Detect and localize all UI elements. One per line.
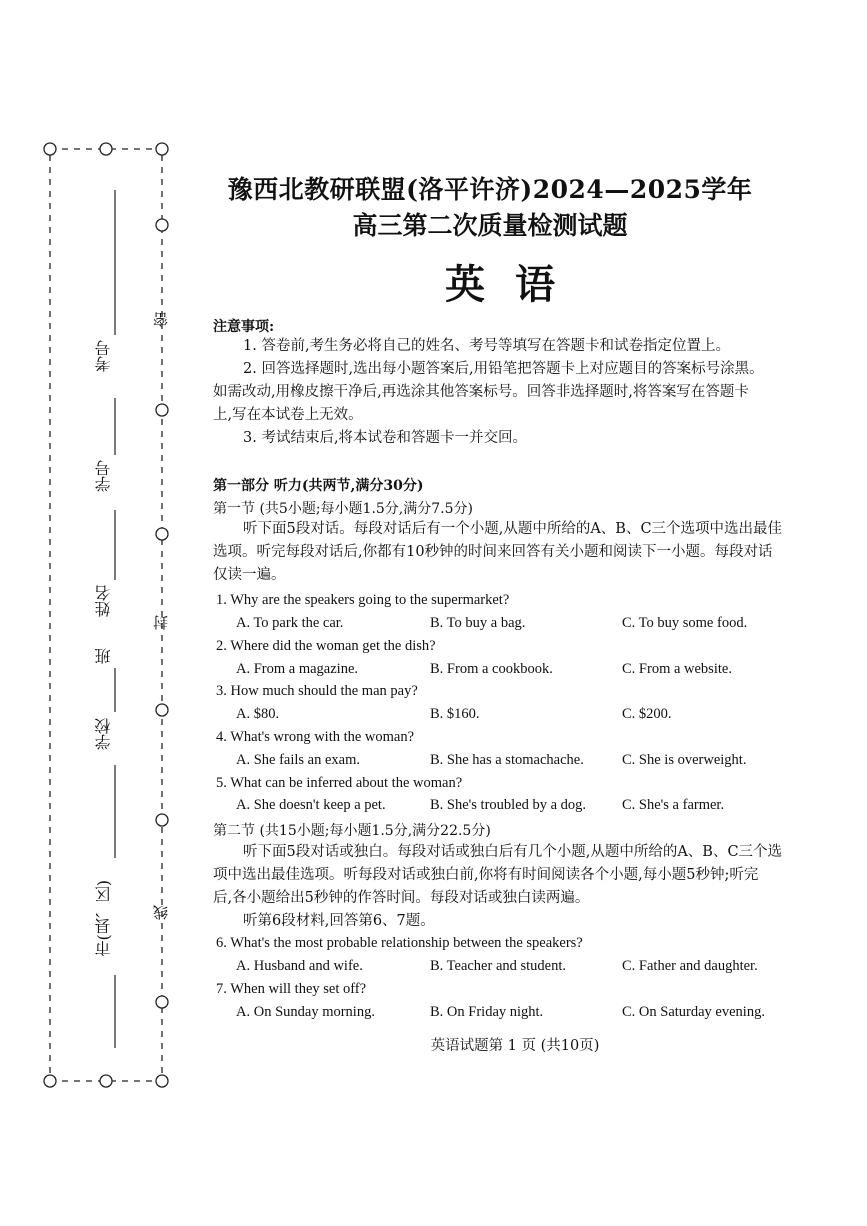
seal-char-feng: 封 <box>152 615 170 630</box>
question-4: 4. What's wrong with the woman? <box>216 729 415 745</box>
notice-item-2-cont: 如需改动,用橡皮擦干净后,再选涂其他答案标号。回答非选择题时,将答案写在答题卡 <box>213 384 749 400</box>
district-label: 市(县、区) <box>94 880 113 957</box>
exam-number-label: 考号 <box>94 340 113 372</box>
section2-instr-2: 项中选出最佳选项。听每段对话或独白前,你将有时间阅读各个小题,每小题5秒钟;听完 <box>213 867 759 883</box>
notice-heading: 注意事项: <box>213 319 275 335</box>
notice-item-2: 2. 回答选择题时,选出每小题答案后,用铅笔把答题卡上对应题目的答案标号涂黑。 <box>243 361 764 377</box>
q4-option-a: A. She fails an exam. <box>236 752 361 768</box>
q5-option-c: C. She's a farmer. <box>622 797 725 813</box>
seal-char-xian: 线 <box>152 905 170 920</box>
q3-option-c: C. $200. <box>622 706 672 722</box>
q5-option-b: B. She's troubled by a dog. <box>430 797 587 813</box>
section1-instr-2: 选项。听完每段对话后,你都有10秒钟的时间来回答有关小题和阅读下一小题。每段对话 <box>213 544 773 560</box>
question-3: 3. How much should the man pay? <box>216 683 418 699</box>
student-id-label: 学号 <box>94 460 113 492</box>
notice-item-2-cont2: 上,写在本试卷上无效。 <box>213 407 363 423</box>
q2-option-b: B. From a cookbook. <box>430 661 553 677</box>
q3-option-b: B. $160. <box>430 706 480 722</box>
class-label: 班 <box>94 648 113 664</box>
section2-heading: 第二节 (共15小题;每小题1.5分,满分22.5分) <box>213 823 491 839</box>
q4-option-b: B. She has a stomachache. <box>430 752 584 768</box>
section1-instr-3: 仅读一遍。 <box>213 567 286 583</box>
notice-item-1: 1. 答卷前,考生务必将自己的姓名、考号等填写在答题卡和试卷指定位置上。 <box>243 338 731 354</box>
exam-subtitle: 高三第二次质量检测试题 <box>352 211 628 240</box>
seal-char-mi: 密 <box>152 312 170 327</box>
q4-option-c: C. She is overweight. <box>622 752 747 768</box>
question-5: 5. What can be inferred about the woman? <box>216 775 463 791</box>
subject-title: 英语 <box>445 261 585 308</box>
q7-option-a: A. On Sunday morning. <box>236 1004 375 1020</box>
section2-instr-1: 听下面5段对话或独白。每段对话或独白后有几个小题,从题中所给的A、B、C三个选 <box>243 844 783 860</box>
q2-option-c: C. From a website. <box>622 661 732 677</box>
q7-option-b: B. On Friday night. <box>430 1004 544 1020</box>
name-label: 姓名 <box>94 585 113 617</box>
q5-option-a: A. She doesn't keep a pet. <box>236 797 386 813</box>
q2-option-a: A. From a magazine. <box>236 661 359 677</box>
material-note: 听第6段材料,回答第6、7题。 <box>243 913 435 929</box>
q1-option-b: B. To buy a bag. <box>430 615 526 631</box>
question-7: 7. When will they set off? <box>216 981 367 997</box>
section1-heading: 第一节 (共5小题;每小题1.5分,满分7.5分) <box>213 501 473 517</box>
section2-instr-3: 后,各小题给出5秒钟的作答时间。每段对话或独白读两遍。 <box>213 890 590 906</box>
exam-title: 豫西北教研联盟(洛平许济)2024—2025学年 <box>227 175 753 204</box>
q1-option-a: A. To park the car. <box>236 615 344 631</box>
question-2: 2. Where did the woman get the dish? <box>216 638 436 654</box>
q6-option-b: B. Teacher and student. <box>430 958 567 974</box>
part1-heading: 第一部分 听力(共两节,满分30分) <box>213 478 424 494</box>
school-label: 学校 <box>94 718 113 750</box>
q1-option-c: C. To buy some food. <box>622 615 748 631</box>
q3-option-a: A. $80. <box>236 706 280 722</box>
notice-item-3: 3. 考试结束后,将本试卷和答题卡一并交回。 <box>243 430 528 446</box>
section1-instr-1: 听下面5段对话。每段对话后有一个小题,从题中所给的A、B、C三个选项中选出最佳 <box>243 521 783 537</box>
page-footer: 英语试题第 1 页 (共10页) <box>430 1038 600 1054</box>
q7-option-c: C. On Saturday evening. <box>622 1004 765 1020</box>
question-1: 1. Why are the speakers going to the supermarket? <box>216 592 510 608</box>
question-6: 6. What's the most probable relationship between the speakers? <box>216 935 583 951</box>
q6-option-a: A. Husband and wife. <box>236 958 363 974</box>
q6-option-c: C. Father and daughter. <box>622 958 758 974</box>
